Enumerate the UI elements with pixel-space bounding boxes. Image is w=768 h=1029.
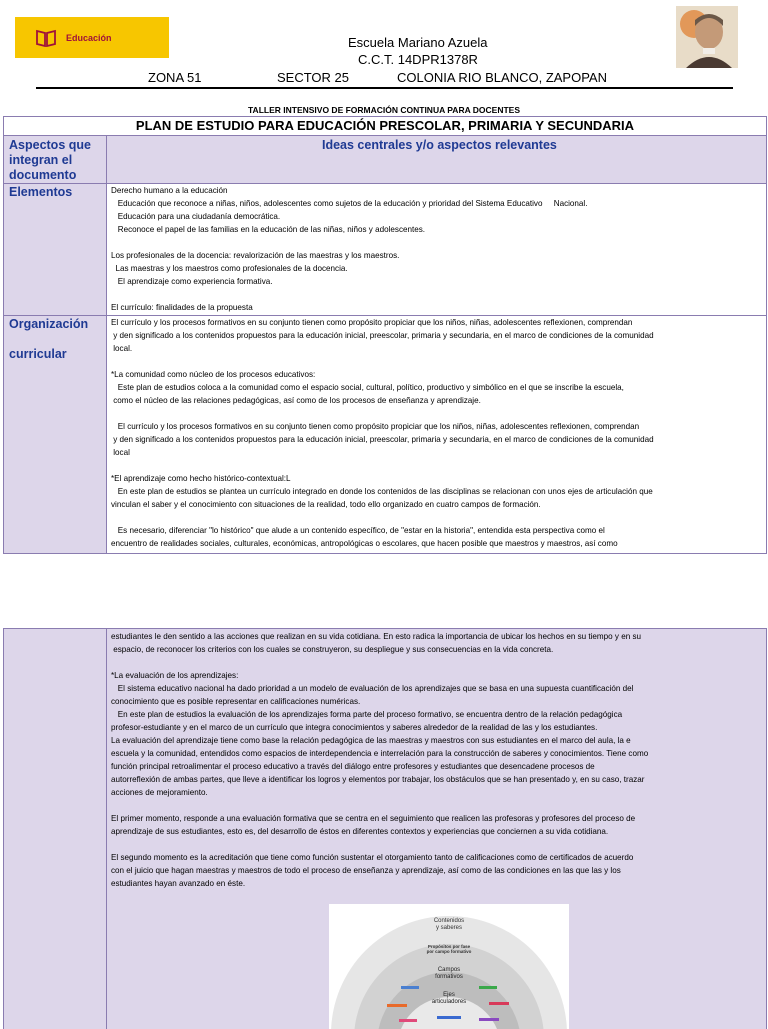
educacion-logo xyxy=(15,17,169,58)
row-elementos-label-cell xyxy=(4,184,107,315)
concentric-diagram xyxy=(329,904,569,1029)
colonia-label: COLONIA RIO BLANCO, ZAPOPAN xyxy=(397,70,607,85)
paragraph-segundo-momento: El segundo momento es la acreditación que tiene como función sustentar el otorgamiento tanto de calificaciones como de certificados de acuerdo con el juicio que hagan maestras y maestros de todo el proceso de enseñanza y aprendizaje, así como de las condiciones en las que las y los estudiantes hayan avanzado en éste. xyxy=(111,853,634,888)
school-name: Escuela Mariano Azuela xyxy=(348,35,488,50)
ring-campos-text: Campos xyxy=(437,967,461,973)
ring-propositos-text: Propósitos por fase xyxy=(427,944,471,949)
sector-label: SECTOR 25 xyxy=(277,70,350,85)
header-divider xyxy=(36,87,733,89)
row-elementos-content xyxy=(107,184,766,315)
table-title xyxy=(4,117,766,135)
row-organizacion-label-cell xyxy=(4,316,107,553)
continued-label-cell xyxy=(4,629,107,1029)
elementos-text: Derecho humano a la educación Educación que reconoce a niñas, niños, adolescentes como sujetos de la educación y prioridad del Sistema Educativo Nacional. Educación para una ciudadanía democrática. Reconoce el papel de las familias en la educación de las niñas, niños y adolescentes. Los profesionales de la docencia: revalorización de las maestras y los maestros. Las maestras y los maestros como profesionales de la docencia. El aprendizaje como experiencia formativa. El currículo: finalidades de la propuesta xyxy=(111,186,588,312)
plan-table xyxy=(3,116,767,554)
paragraph-primer-momento: El primer momento, responde a una evaluación formativa que se centra en el seguimiento que realicen las profesoras y profesores del proceso de aprendizaje de sus estudiantes, esto es, del desarrollo de éstos en diferentes contextos y experiencias que conciernen a su vida cotidiana. xyxy=(111,814,636,836)
svg-text:articuladores: articuladores xyxy=(431,999,467,1005)
ring-contenidos-text: Contenidos xyxy=(433,918,465,924)
logo-text: Educación xyxy=(66,32,112,43)
header-aspectos-label: Aspectos que integran el documento xyxy=(9,138,91,182)
portrait-photo xyxy=(676,6,738,68)
continued-text xyxy=(111,630,648,890)
ring-ejes-text: Ejes xyxy=(443,992,455,998)
continued-content-cell xyxy=(107,629,766,1029)
table-title-text: PLAN DE ESTUDIO PARA EDUCACIÓN PRESCOLAR, PRIMARIA Y SECUNDARIA xyxy=(135,118,635,133)
row-organizacion-label: Organización curricular xyxy=(9,317,89,361)
header-left-cell xyxy=(4,136,107,183)
header-right-cell xyxy=(107,136,766,183)
header-ideas-label: Ideas centrales y/o aspectos relevantes xyxy=(322,138,557,152)
taller-heading: TALLER INTENSIVO DE FORMACIÓN CONTINUA PARA DOCENTES xyxy=(248,105,520,115)
paragraph-evaluacion: *La evaluación de los aprendizajes: El sistema educativo nacional ha dado prioridad a un modelo de evaluación de los aprendizajes que se basa en una supuesta cuantificación del conocimiento que es posible representar en calificaciones numéricas. En este plan de estudios la evaluación de los aprendizajes forma parte del proceso formativo, se encuentra dentro de la relación pedagógica profesor-estudiante y en el marco de un currículo que integra conocimientos y saberes alrededor de la realidad de las y los estudiantes. La evaluación del aprendizaje tiene como base la relación pedagógica de las maestras y maestros con sus estudiantes en el marco del aula, la e escuela y la comunidad, entendidos como espacios de interdependencia e interrelación para la construcción de saberes y conocimientos. Tiene como función principal retroalimentar el proceso educativo a través del diálogo entre profesores y estudiantes que desencadene procesos de autorreflexión de ambas partes, que lleve a identificar los logros y elementos por trabajar, los obstáculos que se han presentado y, en su caso, trazar acciones de mejoramiento. xyxy=(111,671,649,797)
zona-label: ZONA 51 xyxy=(148,70,202,85)
book-icon xyxy=(35,29,57,47)
svg-text:por campo formativo: por campo formativo xyxy=(426,949,472,954)
school-cct: C.C.T. 14DPR1378R xyxy=(358,52,478,67)
paragraph-contexto: estudiantes le den sentido a las acciones que realizan en su vida cotidiana. En esto radica la importancia de ubicar los hechos en su tiempo y en su espacio, de reconocer los criterios con los cuales se construyeron, su despliegue y sus consecuencias en la vida concreta. xyxy=(111,632,642,654)
row-elementos-label: Elementos xyxy=(9,185,73,199)
row-organizacion-content xyxy=(107,316,766,553)
svg-text:formativos: formativos xyxy=(435,974,463,980)
plan-table-continued xyxy=(3,628,767,1029)
organizacion-text: El currículo y los procesos formativos en su conjunto tienen como propósito propiciar que los niños, niñas, adolescentes reflexionen, comprendan y den significado a los contenidos propuestos para la educación inicial, preescolar, primaria y secundaria, en el marco de condiciones de la comunidad local. *La comunidad como núcleo de los procesos educativos: Este plan de estudios coloca a la comunidad como el espacio social, cultural, político, productivo y simbólico en el que se inscribe la escuela, como el núcleo de las relaciones pedagógicas, así como de los procesos de enseñanza y aprendizaje. El currículo y los procesos formativos en su conjunto tienen como propósito propiciar que los niños, niñas, adolescentes reflexionen, comprendan y den significado a los contenidos propuestos para la educación inicial, preescolar, primaria y secundaria, en el marco de condiciones de la comunidad local *El aprendizaje como hecho histórico-contextual:L En este plan de estudios se plantea un currículo integrado en donde los contenidos de las disciplinas se relacionan con unos ejes de articulación que vinculan el saber y el conocimiento con situaciones de la realidad, todo ello organizado en cuatro campos de formación. Es necesario, diferenciar "lo histórico" que alude a un contenido específico, de "estar en la historia", entendida esta perspectiva como el encuentro de realidades sociales, culturales, económicas, antropológicas o escolares, que hacen posible que maestros y maestros, así como xyxy=(111,318,654,548)
svg-text:y saberes: y saberes xyxy=(435,925,463,931)
